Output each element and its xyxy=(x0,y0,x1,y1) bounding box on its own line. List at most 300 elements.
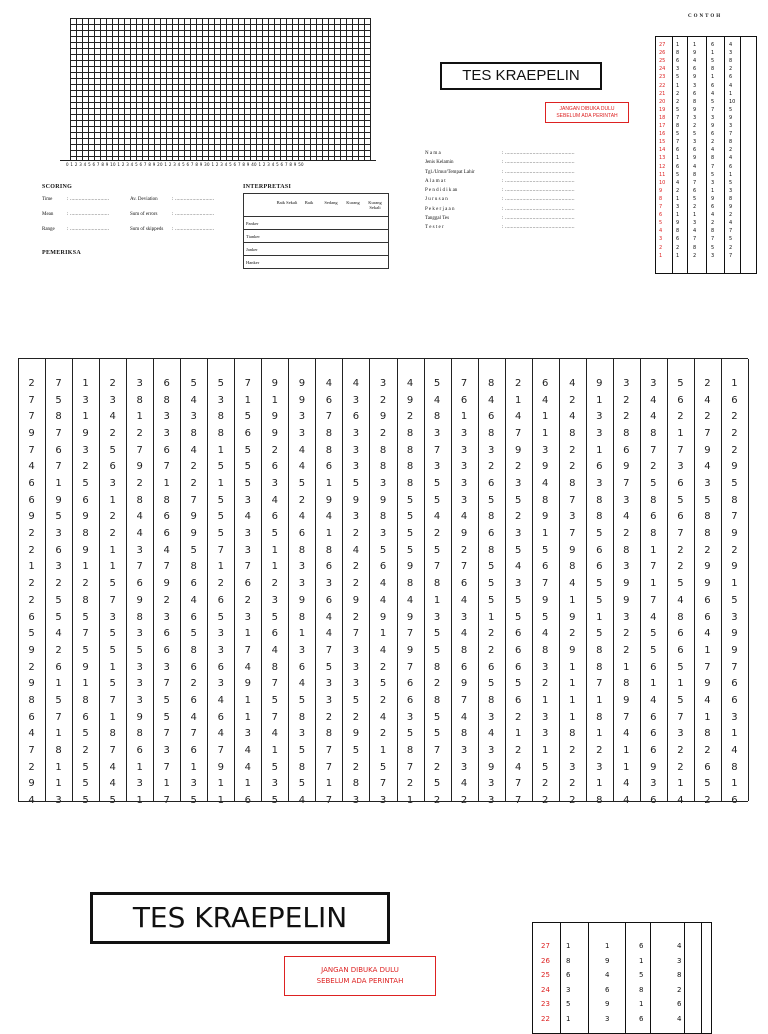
sheet-digit: 1 xyxy=(55,778,62,790)
sheet-column-line xyxy=(72,359,73,801)
sheet-digit: 5 xyxy=(82,611,89,623)
sheet-digit: 5 xyxy=(542,611,549,623)
sheet-digit: 6 xyxy=(163,511,170,523)
scoring-left-label: Time xyxy=(42,197,53,202)
sheet-digit: 1 xyxy=(542,528,549,540)
sheet-digit: 6 xyxy=(731,794,738,806)
contoh-digit: 2 xyxy=(729,66,733,73)
sheet-digit: 7 xyxy=(244,378,251,389)
contoh-digit: 4 xyxy=(729,155,733,162)
sheet-digit: 8 xyxy=(28,694,35,706)
sheet-digit: 6 xyxy=(650,511,657,523)
contoh-digit: 9 xyxy=(711,123,715,129)
sheet-digit: 6 xyxy=(217,661,224,673)
contoh-digit: 1 xyxy=(693,42,697,48)
sheet-digit: 3 xyxy=(460,444,468,456)
sheet-digit: 4 xyxy=(190,444,197,456)
sheet-digit: 1 xyxy=(55,761,62,773)
sheet-digit: 3 xyxy=(109,478,116,490)
sheet-digit: 1 xyxy=(623,661,630,673)
sheet-digit: 5 xyxy=(487,578,495,590)
sheet-digit: 3 xyxy=(136,694,143,706)
scoring-right-label: Av. Deviation xyxy=(130,197,158,202)
sheet-digit: 4 xyxy=(244,761,251,773)
sheet-digit: 1 xyxy=(136,794,143,806)
sheet-digit: 4 xyxy=(569,378,576,389)
sheet-digit: 6 xyxy=(650,744,657,756)
sheet-digit: 6 xyxy=(55,444,62,456)
sheet-digit: 4 xyxy=(136,511,143,523)
sheet-digit: 7 xyxy=(325,411,333,423)
sheet-digit: 8 xyxy=(731,761,738,773)
sheet-digit: 6 xyxy=(596,561,603,573)
contoh-digit: 3 xyxy=(693,220,697,227)
contoh-digit: 2 xyxy=(676,98,680,105)
contoh-digit: 1 xyxy=(676,195,680,202)
contoh-digit: 5 xyxy=(711,98,715,105)
sheet-digit: 2 xyxy=(379,394,387,406)
sheet-digit: 4 xyxy=(298,444,306,456)
sheet-digit: 7 xyxy=(217,544,224,556)
bottom-contoh-digit: 3 xyxy=(605,1014,610,1023)
sheet-digit: 1 xyxy=(55,478,62,490)
sheet-digit: 5 xyxy=(596,628,603,640)
sheet-digit: 9 xyxy=(406,394,414,406)
sheet-digit: 3 xyxy=(460,428,468,440)
sheet-digit: 9 xyxy=(731,561,738,573)
sheet-digit: 3 xyxy=(190,778,197,790)
sheet-digit: 4 xyxy=(704,628,711,640)
sheet-digit: 2 xyxy=(569,778,576,790)
sheet-digit: 2 xyxy=(704,744,711,756)
contoh-digit: 3 xyxy=(711,179,715,186)
sheet-digit: 6 xyxy=(460,394,468,406)
sheet-digit: 3 xyxy=(352,644,360,656)
sheet-digit: 2 xyxy=(379,728,387,740)
sheet-digit: 1 xyxy=(82,678,89,690)
sheet-digit: 4 xyxy=(379,644,387,656)
sheet-digit: 1 xyxy=(596,778,603,790)
sheet-digit: 7 xyxy=(677,528,684,540)
sheet-digit: 5 xyxy=(55,594,62,606)
form-sheet xyxy=(0,0,768,280)
sheet-digit: 1 xyxy=(731,578,738,590)
contoh-row-number: 13 xyxy=(659,155,666,162)
sheet-digit: 8 xyxy=(650,428,657,440)
sheet-digit: 9 xyxy=(82,511,89,523)
sheet-digit: 8 xyxy=(379,444,387,456)
scoring-left-value: : ........................... xyxy=(67,227,110,232)
contoh-digit: 7 xyxy=(676,139,680,146)
sheet-digit: 4 xyxy=(487,728,495,740)
sheet-digit: 8 xyxy=(623,678,630,690)
contoh-digit: 8 xyxy=(693,98,697,105)
sheet-digit: 2 xyxy=(379,428,387,440)
sheet-digit: 4 xyxy=(650,411,657,423)
interpretasi-header-row xyxy=(244,194,389,217)
sheet-digit: 3 xyxy=(487,744,495,756)
contoh-digit: 1 xyxy=(676,155,680,162)
sheet-digit: 6 xyxy=(514,694,522,706)
sheet-digit: 5 xyxy=(379,544,387,556)
contoh-digit: 5 xyxy=(676,106,680,113)
contoh-col-line xyxy=(672,37,673,273)
sheet-digit: 6 xyxy=(487,478,495,490)
sheet-digit: 9 xyxy=(55,494,62,506)
sheet-digit: 2 xyxy=(731,444,738,456)
sheet-digit: 8 xyxy=(460,728,468,740)
sheet-digit: 4 xyxy=(28,461,35,473)
sheet-digit: 3 xyxy=(379,794,387,806)
sheet-digit: 8 xyxy=(731,494,738,506)
contoh-grid xyxy=(655,36,757,274)
bottom-contoh-col-line xyxy=(625,923,626,1033)
sheet-digit: 9 xyxy=(82,428,89,440)
bottom-test-title: TES KRAEPELIN xyxy=(90,892,390,944)
sheet-digit: 2 xyxy=(298,494,306,506)
sheet-digit: 7 xyxy=(136,561,143,573)
bottom-warning-line-1: JANGAN DIBUKA DULU xyxy=(321,966,399,974)
sheet-digit: 2 xyxy=(569,744,576,756)
contoh-digit: 9 xyxy=(676,220,680,227)
sheet-digit: 6 xyxy=(136,578,143,590)
sheet-digit: 8 xyxy=(487,544,495,556)
sheet-digit: 3 xyxy=(487,444,495,456)
sheet-digit: 7 xyxy=(55,428,62,440)
sheet-digit: 8 xyxy=(406,461,414,473)
sheet-digit: 9 xyxy=(623,461,630,473)
sheet-digit: 6 xyxy=(298,661,306,673)
contoh-digit: 5 xyxy=(676,74,680,81)
contoh-digit: 1 xyxy=(693,212,697,219)
contoh-label: CONTOH xyxy=(688,14,723,19)
contoh-col-line xyxy=(706,37,707,273)
sheet-digit: 8 xyxy=(352,778,360,790)
sheet-digit: 6 xyxy=(514,644,522,656)
sheet-digit: 4 xyxy=(190,594,197,606)
sheet-digit: 3 xyxy=(731,711,738,723)
sheet-digit: 7 xyxy=(163,728,170,740)
contoh-digit: 6 xyxy=(729,74,733,81)
scoring-right-label: Sum of skippeds xyxy=(130,227,164,232)
grid-axis-numbers: 0 1 2 3 4 5 6 7 8 9 10 1 2 3 4 5 6 7 8 9 20 1 2 3 4 5 6 7 8 9 30 1 2 3 4 5 6 7 8 9 40 1 2 3 4 5 6 7 8 9 50 xyxy=(66,162,304,167)
sheet-digit: 8 xyxy=(406,744,414,756)
sheet-digit: 2 xyxy=(82,578,89,590)
sheet-digit: 6 xyxy=(325,594,333,606)
sheet-digit: 1 xyxy=(109,494,116,506)
sheet-digit: 4 xyxy=(487,394,495,406)
sheet-digit: 7 xyxy=(271,711,279,723)
contoh-digit: 5 xyxy=(693,195,697,202)
sheet-digit: 7 xyxy=(650,594,657,606)
sheet-digit: 5 xyxy=(298,478,306,490)
sheet-digit: 6 xyxy=(271,511,279,523)
identity-value: : ................................................ xyxy=(502,188,575,194)
sheet-digit: 9 xyxy=(731,461,738,473)
sheet-digit: 4 xyxy=(28,728,35,740)
sheet-digit: 5 xyxy=(217,511,224,523)
contoh-row-number: 26 xyxy=(659,50,666,57)
sheet-digit: 3 xyxy=(163,611,170,623)
sheet-digit: 7 xyxy=(650,444,657,456)
sheet-digit: 2 xyxy=(352,561,360,573)
sheet-digit: 2 xyxy=(28,544,35,556)
sheet-digit: 3 xyxy=(163,661,170,673)
sheet-digit: 9 xyxy=(542,511,549,523)
sheet-digit: 1 xyxy=(271,544,279,556)
sheet-digit: 1 xyxy=(542,744,549,756)
sheet-digit: 8 xyxy=(596,794,603,806)
contoh-digit: 3 xyxy=(711,114,715,121)
sheet-digit: 5 xyxy=(55,511,62,523)
sheet-digit: 3 xyxy=(542,661,549,673)
sheet-digit: 9 xyxy=(82,661,89,673)
sheet-digit: 6 xyxy=(298,528,306,540)
sheet-digit: 6 xyxy=(190,611,197,623)
sheet-digit: 1 xyxy=(596,394,603,406)
sheet-digit: 9 xyxy=(271,411,279,423)
scoring-title: SCORING xyxy=(42,184,73,190)
warning-line-1: JANGAN DIBUKA DULU xyxy=(559,106,615,112)
contoh-row-number: 7 xyxy=(659,204,663,210)
contoh-digit: 5 xyxy=(676,171,680,178)
sheet-digit: 4 xyxy=(271,728,279,740)
contoh-digit: 4 xyxy=(729,82,733,89)
identity-value: : ................................................ xyxy=(502,206,575,212)
sheet-digit: 4 xyxy=(325,511,333,523)
contoh-digit: 6 xyxy=(693,187,697,194)
sheet-digit: 5 xyxy=(298,694,306,706)
sheet-column-line xyxy=(451,359,452,801)
sheet-digit: 2 xyxy=(677,561,684,573)
sheet-digit: 3 xyxy=(109,611,116,623)
sheet-digit: 1 xyxy=(109,544,116,556)
sheet-digit: 4 xyxy=(352,378,360,389)
sheet-digit: 1 xyxy=(569,694,576,706)
sheet-digit: 2 xyxy=(28,578,35,590)
sheet-digit: 7 xyxy=(325,761,333,773)
sheet-digit: 7 xyxy=(596,678,603,690)
contoh-digit: 2 xyxy=(693,204,697,210)
sheet-digit: 1 xyxy=(109,711,116,723)
sheet-digit: 7 xyxy=(623,711,630,723)
contoh-digit: 2 xyxy=(676,244,680,251)
contoh-row-number: 25 xyxy=(659,58,666,65)
scoring-row xyxy=(42,197,242,212)
contoh-digit: 4 xyxy=(711,147,715,154)
sheet-digit: 9 xyxy=(542,461,549,473)
contoh-digit: 8 xyxy=(676,123,680,129)
contoh-digit: 2 xyxy=(711,220,715,227)
sheet-digit: 8 xyxy=(298,611,306,623)
sheet-digit: 1 xyxy=(244,778,251,790)
scoring-right-value: : ........................... xyxy=(172,227,215,232)
sheet-digit: 9 xyxy=(28,428,35,440)
sheet-digit: 5 xyxy=(677,694,684,706)
sheet-digit: 4 xyxy=(460,628,468,640)
sheet-digit: 5 xyxy=(596,578,603,590)
sheet-digit: 2 xyxy=(623,528,630,540)
identity-value: : ................................................ xyxy=(502,160,575,166)
sheet-digit: 5 xyxy=(677,661,684,673)
sheet-digit: 5 xyxy=(650,644,657,656)
sheet-digit: 9 xyxy=(244,678,251,690)
sheet-column-line xyxy=(369,359,370,801)
sheet-digit: 3 xyxy=(650,378,657,389)
sheet-digit: 3 xyxy=(569,761,576,773)
sheet-digit: 4 xyxy=(433,511,441,523)
sheet-digit: 2 xyxy=(433,794,441,806)
sheet-digit: 8 xyxy=(542,494,549,506)
contoh-digit: 6 xyxy=(693,147,697,154)
sheet-digit: 6 xyxy=(650,728,657,740)
bottom-contoh-digit: 3 xyxy=(566,985,571,994)
sheet-column-line xyxy=(640,359,641,801)
sheet-digit: 1 xyxy=(217,444,224,456)
sheet-digit: 5 xyxy=(190,628,197,640)
identity-label: Tanggal Tes xyxy=(425,216,450,222)
sheet-digit: 4 xyxy=(514,761,522,773)
sheet-digit: 1 xyxy=(271,394,279,406)
sheet-digit: 2 xyxy=(379,694,387,706)
sheet-digit: 8 xyxy=(136,494,143,506)
sheet-digit: 6 xyxy=(217,711,224,723)
sheet-digit: 2 xyxy=(569,794,576,806)
sheet-digit: 9 xyxy=(271,428,279,440)
contoh-digit: 3 xyxy=(676,66,680,73)
sheet-digit: 7 xyxy=(325,644,333,656)
sheet-digit: 7 xyxy=(325,744,333,756)
sheet-digit: 8 xyxy=(433,694,441,706)
sheet-digit: 2 xyxy=(190,478,197,490)
sheet-digit: 7 xyxy=(731,511,738,523)
warning-box xyxy=(545,102,629,123)
contoh-col-line xyxy=(687,37,688,273)
sheet-digit: 1 xyxy=(677,428,684,440)
sheet-digit: 3 xyxy=(190,411,197,423)
sheet-digit: 7 xyxy=(704,428,711,440)
sheet-digit: 7 xyxy=(109,594,116,606)
sheet-digit: 5 xyxy=(433,378,441,389)
sheet-digit: 3 xyxy=(542,728,549,740)
sheet-digit: 2 xyxy=(542,778,549,790)
sheet-digit: 6 xyxy=(163,528,170,540)
contoh-row-number: 12 xyxy=(659,163,666,170)
sheet-digit: 8 xyxy=(596,494,603,506)
sheet-digit: 2 xyxy=(325,711,333,723)
sheet-column-line xyxy=(153,359,154,801)
sheet-digit: 5 xyxy=(217,528,224,540)
contoh-digit: 5 xyxy=(676,131,680,138)
sheet-digit: 4 xyxy=(623,511,630,523)
contoh-digit: 5 xyxy=(693,131,697,138)
bottom-contoh-digit: 8 xyxy=(677,971,682,979)
contoh-digit: 6 xyxy=(676,58,680,65)
contoh-digit: 9 xyxy=(693,74,697,81)
sheet-digit: 9 xyxy=(569,544,576,556)
sheet-digit: 8 xyxy=(569,428,576,440)
sheet-digit: 1 xyxy=(731,728,738,740)
contoh-digit: 7 xyxy=(729,252,733,259)
sheet-digit: 7 xyxy=(271,678,279,690)
interpretasi-header-cell xyxy=(244,194,389,217)
sheet-digit: 2 xyxy=(704,378,711,389)
sheet-digit: 3 xyxy=(704,478,711,490)
contoh-digit: 8 xyxy=(693,244,697,251)
contoh-digit: 3 xyxy=(729,123,733,129)
sheet-digit: 2 xyxy=(731,428,738,440)
sheet-digit: 1 xyxy=(109,661,116,673)
interpretasi-row xyxy=(244,230,389,243)
contoh-digit: 6 xyxy=(711,42,715,48)
sheet-digit: 6 xyxy=(487,411,495,423)
sheet-digit: 8 xyxy=(55,411,62,423)
sheet-column-line xyxy=(288,359,289,801)
identity-label: T e s t e r xyxy=(425,225,444,231)
sheet-digit: 6 xyxy=(190,744,197,756)
sheet-digit: 2 xyxy=(704,794,711,806)
sheet-digit: 5 xyxy=(704,494,711,506)
sheet-digit: 5 xyxy=(82,778,89,790)
sheet-digit: 3 xyxy=(136,778,143,790)
sheet-digit: 7 xyxy=(542,578,549,590)
contoh-row-number: 21 xyxy=(659,90,666,97)
sheet-digit: 3 xyxy=(352,428,360,440)
sheet-digit: 2 xyxy=(352,711,360,723)
sheet-digit: 8 xyxy=(298,761,306,773)
sheet-digit: 6 xyxy=(190,578,197,590)
scoring-left-value: : ........................... xyxy=(67,197,110,202)
contoh-row-number: 19 xyxy=(659,106,666,113)
sheet-digit: 1 xyxy=(217,794,224,806)
sheet-digit: 6 xyxy=(190,694,197,706)
bottom-contoh-digit: 6 xyxy=(639,942,644,950)
sheet-digit: 3 xyxy=(136,678,143,690)
identity-label: Tgl./Umur/Tempat Lahir xyxy=(425,169,475,175)
sheet-digit: 3 xyxy=(244,728,251,740)
sheet-digit: 4 xyxy=(623,728,630,740)
contoh-digit: 3 xyxy=(729,187,733,194)
bottom-row-number: 27 xyxy=(541,942,550,950)
sheet-digit: 4 xyxy=(325,378,333,389)
sheet-digit: 9 xyxy=(28,511,35,523)
sheet-digit: 6 xyxy=(325,461,333,473)
sheet-digit: 5 xyxy=(82,794,89,806)
sheet-digit: 8 xyxy=(433,578,441,590)
sheet-digit: 5 xyxy=(677,578,684,590)
sheet-digit: 2 xyxy=(487,644,495,656)
sheet-digit: 3 xyxy=(433,611,441,623)
sheet-digit: 8 xyxy=(136,611,143,623)
sheet-digit: 1 xyxy=(650,578,657,590)
sheet-digit: 7 xyxy=(190,728,197,740)
contoh-col-line xyxy=(740,37,741,273)
sheet-digit: 5 xyxy=(379,678,387,690)
sheet-digit: 1 xyxy=(542,411,549,423)
sheet-digit: 1 xyxy=(379,744,387,756)
sheet-digit: 7 xyxy=(406,661,414,673)
sheet-digit: 3 xyxy=(271,778,279,790)
contoh-digit: 2 xyxy=(711,139,715,146)
identity-value: : ................................................ xyxy=(502,225,575,231)
sheet-digit: 3 xyxy=(406,711,414,723)
sheet-column-line xyxy=(180,359,181,801)
sheet-digit: 1 xyxy=(136,411,143,423)
sheet-digit: 2 xyxy=(136,428,143,440)
sheet-digit: 4 xyxy=(298,461,306,473)
sheet-digit: 3 xyxy=(271,594,279,606)
grid-axis-line xyxy=(60,160,376,161)
